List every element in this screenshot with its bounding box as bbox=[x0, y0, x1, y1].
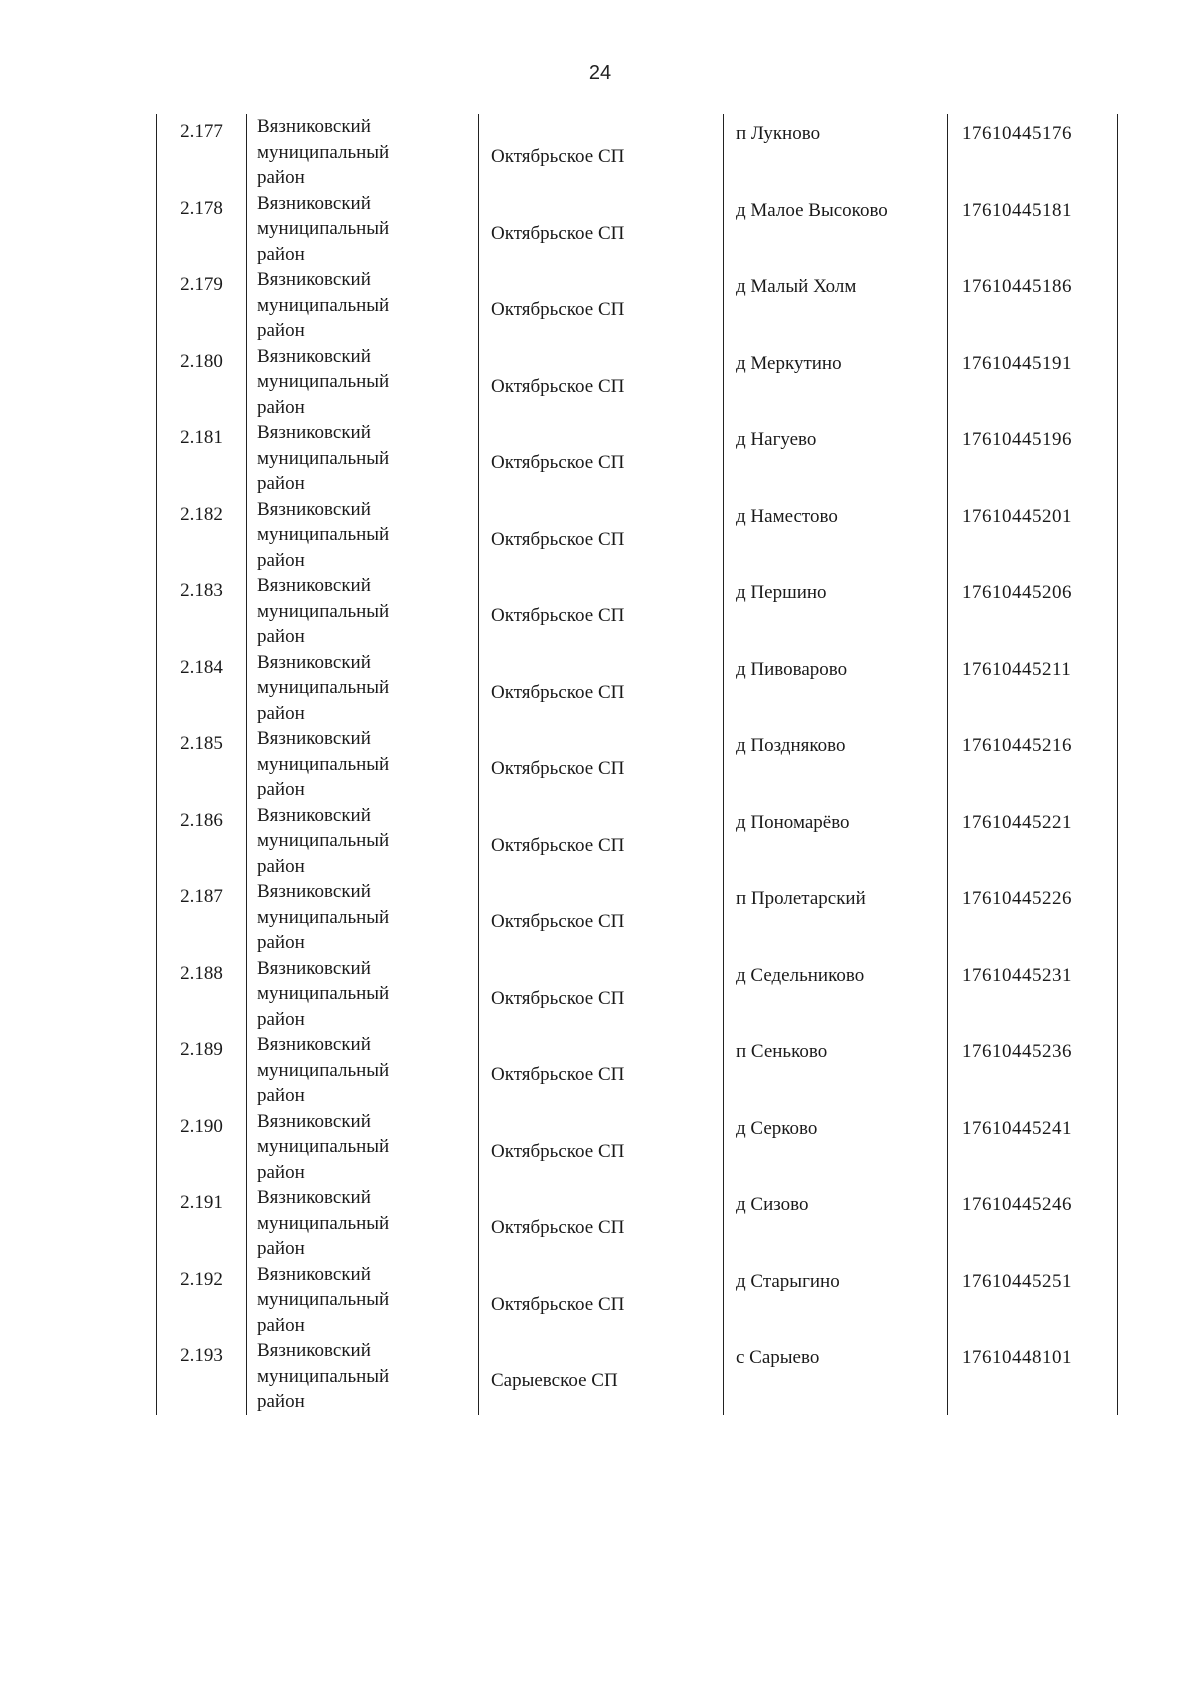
district-line: муниципальный bbox=[257, 906, 390, 928]
oktmo-code-cell: 17610445186 bbox=[947, 267, 1117, 344]
district-cell bbox=[246, 650, 478, 727]
district-line: район bbox=[257, 1314, 305, 1336]
district-line: Вязниковский bbox=[257, 1263, 371, 1285]
locality-cell: д Старыгино bbox=[723, 1262, 947, 1339]
district-line: муниципальный bbox=[257, 1059, 390, 1081]
oktmo-code-cell: 17610445241 bbox=[947, 1109, 1117, 1186]
table-row bbox=[157, 114, 1117, 191]
district-cell bbox=[246, 1262, 478, 1339]
settlement-cell: Сарыевское СП bbox=[478, 1338, 723, 1415]
oktmo-code-cell: 17610445221 bbox=[947, 803, 1117, 880]
district-line: район bbox=[257, 320, 305, 341]
row-number: 2.189 bbox=[180, 1039, 223, 1060]
district-line: Вязниковский bbox=[257, 957, 371, 979]
oktmo-code-cell: 17610445251 bbox=[947, 1262, 1117, 1339]
settlement-cell: Октябрьское СП bbox=[478, 879, 723, 956]
district-line: муниципальный bbox=[257, 447, 390, 469]
district-line: район bbox=[257, 473, 305, 494]
settlement-cell: Октябрьское СП bbox=[478, 956, 723, 1033]
district-line: Вязниковский bbox=[257, 1034, 371, 1055]
row-number: 2.186 bbox=[180, 809, 223, 831]
settlement-cell: Октябрьское СП bbox=[478, 1109, 723, 1186]
oktmo-code-cell: 17610445211 bbox=[947, 650, 1117, 727]
locality-cell: д Меркутино bbox=[723, 344, 947, 421]
oktmo-code-cell: 17610445236 bbox=[947, 1032, 1117, 1109]
district-line: район bbox=[257, 1161, 305, 1183]
locality-cell: п Сеньково bbox=[723, 1032, 947, 1109]
table-row bbox=[157, 650, 1117, 727]
locality-cell: п Пролетарский bbox=[723, 879, 947, 956]
row-number: 2.188 bbox=[180, 962, 223, 984]
district-line: район bbox=[257, 396, 305, 418]
settlement-cell: Октябрьское СП bbox=[478, 573, 723, 650]
settlement-cell: Октябрьское СП bbox=[478, 114, 723, 191]
oktmo-code-cell: 17610448101 bbox=[947, 1338, 1117, 1415]
district-cell bbox=[246, 803, 478, 880]
district-cell bbox=[246, 726, 478, 803]
district-cell bbox=[246, 420, 478, 497]
district-line: Вязниковский bbox=[257, 881, 371, 902]
oktmo-code-cell: 17610445181 bbox=[947, 191, 1117, 268]
oktmo-code-cell: 17610445206 bbox=[947, 573, 1117, 650]
district-line: Вязниковский bbox=[257, 1110, 371, 1132]
oktmo-code-cell: 17610445176 bbox=[947, 114, 1117, 191]
row-number: 2.192 bbox=[180, 1268, 223, 1290]
district-line: муниципальный bbox=[257, 294, 390, 316]
row-number: 2.177 bbox=[180, 121, 223, 142]
oktmo-code-cell: 17610445246 bbox=[947, 1185, 1117, 1262]
row-number: 2.182 bbox=[180, 503, 223, 525]
district-line: район bbox=[257, 549, 305, 571]
district-line: Вязниковский bbox=[257, 345, 371, 367]
district-line: муниципальный bbox=[257, 753, 390, 775]
settlement-cell: Октябрьское СП bbox=[478, 267, 723, 344]
table-row bbox=[157, 191, 1117, 268]
district-line: Вязниковский bbox=[257, 192, 371, 214]
district-line: муниципальный bbox=[257, 371, 390, 392]
district-cell bbox=[246, 1338, 478, 1415]
row-number: 2.183 bbox=[180, 580, 223, 601]
district-line: муниципальный bbox=[257, 1289, 390, 1310]
locality-cell: д Малый Холм bbox=[723, 267, 947, 344]
district-line: муниципальный bbox=[257, 524, 390, 545]
settlement-cell: Октябрьское СП bbox=[478, 420, 723, 497]
row-number: 2.190 bbox=[180, 1115, 223, 1137]
locality-cell: с Сарыево bbox=[723, 1338, 947, 1415]
table-row bbox=[157, 803, 1117, 880]
district-cell bbox=[246, 956, 478, 1033]
locality-cell: д Малое Высоково bbox=[723, 191, 947, 268]
settlement-cell: Октябрьское СП bbox=[478, 726, 723, 803]
locality-cell: д Пономарёво bbox=[723, 803, 947, 880]
locality-cell: д Поздняково bbox=[723, 726, 947, 803]
locality-cell: д Нагуево bbox=[723, 420, 947, 497]
district-line: район bbox=[257, 1238, 305, 1259]
district-cell bbox=[246, 573, 478, 650]
district-line: район bbox=[257, 1085, 305, 1106]
table-row bbox=[157, 1338, 1117, 1415]
row-number: 2.187 bbox=[180, 886, 223, 907]
locality-cell: п Лукново bbox=[723, 114, 947, 191]
locality-cell: д Наместово bbox=[723, 497, 947, 574]
district-cell bbox=[246, 879, 478, 956]
district-line: муниципальный bbox=[257, 1136, 390, 1157]
table-row bbox=[157, 726, 1117, 803]
table-row bbox=[157, 573, 1117, 650]
district-line: район bbox=[257, 779, 305, 800]
row-number: 2.180 bbox=[180, 350, 223, 372]
district-line: район bbox=[257, 1391, 305, 1412]
district-line: район bbox=[257, 702, 305, 724]
locality-cell: д Сизово bbox=[723, 1185, 947, 1262]
locality-cell: д Седельниково bbox=[723, 956, 947, 1033]
district-line: муниципальный bbox=[257, 677, 390, 698]
table-row bbox=[157, 1109, 1117, 1186]
district-line: район bbox=[257, 855, 305, 877]
district-cell bbox=[246, 191, 478, 268]
district-line: Вязниковский bbox=[257, 1340, 371, 1361]
district-line: Вязниковский bbox=[257, 651, 371, 673]
settlement-cell: Октябрьское СП bbox=[478, 1185, 723, 1262]
district-line: Вязниковский bbox=[257, 422, 371, 443]
locality-cell: д Серково bbox=[723, 1109, 947, 1186]
locality-cell: д Пивоварово bbox=[723, 650, 947, 727]
district-line: район bbox=[257, 626, 305, 647]
district-line: Вязниковский bbox=[257, 116, 371, 137]
district-line: район bbox=[257, 167, 305, 188]
district-line: Вязниковский bbox=[257, 1187, 371, 1208]
district-line: муниципальный bbox=[257, 983, 390, 1004]
table-row bbox=[157, 344, 1117, 421]
row-number: 2.193 bbox=[180, 1345, 223, 1366]
district-cell bbox=[246, 267, 478, 344]
settlement-cell: Октябрьское СП bbox=[478, 1262, 723, 1339]
settlement-cell: Октябрьское СП bbox=[478, 497, 723, 574]
district-line: муниципальный bbox=[257, 1212, 390, 1234]
oktmo-code-cell: 17610445191 bbox=[947, 344, 1117, 421]
settlement-cell: Октябрьское СП bbox=[478, 1032, 723, 1109]
table-row bbox=[157, 879, 1117, 956]
settlement-cell: Октябрьское СП bbox=[478, 191, 723, 268]
row-number: 2.181 bbox=[180, 427, 223, 448]
district-line: муниципальный bbox=[257, 600, 390, 622]
oktmo-code-cell: 17610445231 bbox=[947, 956, 1117, 1033]
locality-cell: д Першино bbox=[723, 573, 947, 650]
oktmo-code-cell: 17610445216 bbox=[947, 726, 1117, 803]
page-number: 24 bbox=[588, 62, 612, 84]
district-line: Вязниковский bbox=[257, 804, 371, 826]
row-number: 2.179 bbox=[180, 274, 223, 295]
table-row bbox=[157, 420, 1117, 497]
district-line: Вязниковский bbox=[257, 575, 371, 596]
table-row bbox=[157, 1185, 1117, 1262]
settlement-cell: Октябрьское СП bbox=[478, 650, 723, 727]
district-cell bbox=[246, 1185, 478, 1262]
district-line: Вязниковский bbox=[257, 728, 371, 749]
district-cell bbox=[246, 1032, 478, 1109]
table-row bbox=[157, 497, 1117, 574]
district-line: муниципальный bbox=[257, 141, 390, 163]
district-cell bbox=[246, 497, 478, 574]
row-number: 2.185 bbox=[180, 733, 223, 754]
oktmo-code-cell: 17610445196 bbox=[947, 420, 1117, 497]
district-line: район bbox=[257, 1008, 305, 1030]
district-line: муниципальный bbox=[257, 1365, 390, 1387]
row-number: 2.184 bbox=[180, 656, 223, 678]
district-line: Вязниковский bbox=[257, 498, 371, 520]
row-number: 2.178 bbox=[180, 197, 223, 219]
district-line: муниципальный bbox=[257, 830, 390, 851]
table-row bbox=[157, 1032, 1117, 1109]
settlements-table bbox=[156, 114, 1118, 1415]
table-row bbox=[157, 1262, 1117, 1339]
oktmo-code-cell: 17610445201 bbox=[947, 497, 1117, 574]
district-line: район bbox=[257, 932, 305, 953]
settlement-cell: Октябрьское СП bbox=[478, 344, 723, 421]
district-line: муниципальный bbox=[257, 218, 390, 239]
district-line: район bbox=[257, 243, 305, 265]
table-row bbox=[157, 956, 1117, 1033]
district-cell bbox=[246, 1109, 478, 1186]
row-number: 2.191 bbox=[180, 1192, 223, 1213]
oktmo-code-cell: 17610445226 bbox=[947, 879, 1117, 956]
district-cell bbox=[246, 344, 478, 421]
district-line: Вязниковский bbox=[257, 269, 371, 290]
district-cell bbox=[246, 114, 478, 191]
table-row bbox=[157, 267, 1117, 344]
settlement-cell: Октябрьское СП bbox=[478, 803, 723, 880]
